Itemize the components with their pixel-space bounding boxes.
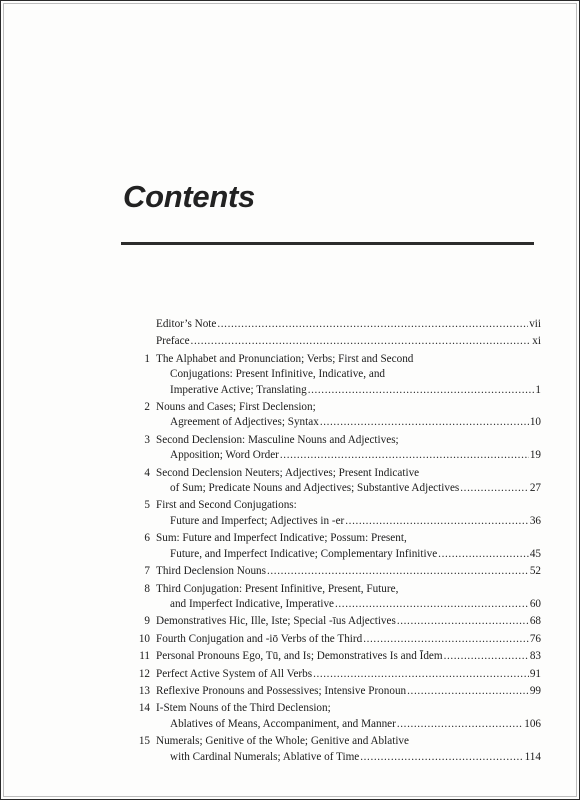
page-number: 99 <box>529 684 541 697</box>
page-number: vii <box>529 318 541 330</box>
chapter-title-line: Perfect Active System of All Verbs <box>156 667 313 680</box>
chapter-number: 9 <box>144 615 150 628</box>
chapter-title-line: Editor’s Note <box>156 318 217 330</box>
chapter-title-line: Personal Pronouns Ego, Tū, and Is; Demonstratives Is and Īdem <box>156 650 443 663</box>
chapter-title-line: Preface <box>156 335 190 348</box>
chapter-title-line: Nouns and Cases; First Declension; <box>156 401 316 414</box>
dot-leader <box>460 481 529 496</box>
page-number: 1 <box>535 383 541 396</box>
chapter-title-line: Sum: Future and Imperfect Indicative; Possum: Present, <box>156 532 407 545</box>
dot-leader <box>335 597 529 612</box>
chapter-title-line: Demonstratives Hic, Ille, Iste; Special -īus Adjectives <box>156 615 396 628</box>
toc-entry <box>121 649 541 664</box>
chapter-title-line: with Cardinal Numerals; Ablative of Time <box>170 750 360 763</box>
page-number: 45 <box>529 547 541 560</box>
toc-entry <box>121 498 541 529</box>
chapter-number: 14 <box>138 702 150 715</box>
dot-leader <box>360 750 523 765</box>
chapter-number: 7 <box>144 565 150 578</box>
toc-entry <box>121 466 541 497</box>
dot-leader <box>320 415 529 430</box>
chapter-number: 3 <box>144 433 150 446</box>
chapter-title-line: Reflexive Pronouns and Possessives; Intensive Pronoun <box>156 684 407 697</box>
chapter-title-line: Apposition; Word Order <box>170 449 279 462</box>
toc-entry <box>121 352 541 398</box>
chapter-title-line: Ablatives of Means, Accompaniment, and Manner <box>170 717 396 730</box>
page-number: 76 <box>529 632 541 645</box>
chapter-number: 4 <box>144 466 150 479</box>
chapter-title-line: Fourth Conjugation and -iō Verbs of the Third <box>156 632 363 645</box>
toc-entry <box>121 400 541 431</box>
toc-entry <box>121 334 541 349</box>
dot-leader <box>217 317 528 332</box>
toc-entry <box>121 317 541 332</box>
chapter-title-line: Agreement of Adjectives; Syntax <box>170 416 319 429</box>
chapter-title-line: Future, and Imperfect Indicative; Complementary Infinitive <box>170 547 438 560</box>
dot-leader <box>345 514 529 529</box>
dot-leader <box>313 667 529 682</box>
dot-leader <box>438 547 529 562</box>
page-number: 83 <box>529 650 541 663</box>
chapter-title-line: I-Stem Nouns of the Third Declension; <box>156 702 331 715</box>
toc-entry <box>121 632 541 647</box>
chapter-number: 12 <box>138 667 150 680</box>
table-of-contents <box>121 317 541 767</box>
chapter-number: 1 <box>144 352 150 365</box>
dot-leader <box>280 448 529 463</box>
page-number: 60 <box>529 597 541 610</box>
chapter-title-line: First and Second Conjugations: <box>156 499 297 512</box>
page-number: 114 <box>524 750 541 763</box>
chapter-number: 15 <box>138 735 150 748</box>
page-number: 10 <box>529 416 541 429</box>
page-number: 27 <box>529 482 541 495</box>
chapter-number: 11 <box>139 650 150 663</box>
chapter-number: 8 <box>144 582 150 595</box>
page-number: 36 <box>529 514 541 527</box>
chapter-title-line: Third Conjugation: Present Infinitive, Present, Future, <box>156 582 399 595</box>
dot-leader <box>267 564 529 579</box>
title-rule <box>121 242 534 245</box>
chapter-title-line: Imperative Active; Translating <box>170 383 307 396</box>
chapter-title-line: Numerals; Genitive of the Whole; Genitive and Ablative <box>156 735 409 748</box>
toc-entry <box>121 667 541 682</box>
dot-leader <box>363 632 529 647</box>
chapter-title-line: Future and Imperfect; Adjectives in -er <box>170 514 345 527</box>
chapter-title-line: Conjugations: Present Infinitive, Indicative, and <box>170 368 386 381</box>
chapter-title-line: The Alphabet and Pronunciation; Verbs; First and Second <box>156 352 414 365</box>
page-title: Contents <box>123 179 255 214</box>
toc-entry <box>121 684 541 699</box>
dot-leader <box>407 684 529 699</box>
page-number: 91 <box>529 667 541 680</box>
chapter-title-line: Second Declension Neuters; Adjectives; Present Indicative <box>156 466 420 479</box>
toc-entry <box>121 614 541 629</box>
dot-leader <box>308 383 535 398</box>
chapter-number: 10 <box>138 632 150 645</box>
page-number: xi <box>532 335 541 348</box>
chapter-title-line: of Sum; Predicate Nouns and Adjectives; Substantive Adjectives <box>170 482 460 495</box>
toc-entry <box>121 433 541 464</box>
chapter-number: 5 <box>144 499 150 512</box>
chapter-title-line: Second Declension: Masculine Nouns and Adjectives; <box>156 433 399 446</box>
toc-entry <box>121 564 541 579</box>
toc-entry <box>121 531 541 562</box>
page-number: 106 <box>524 717 541 730</box>
chapter-title-line: and Imperfect Indicative, Imperative <box>170 597 334 610</box>
chapter-number: 2 <box>144 401 150 414</box>
toc-entry <box>121 582 541 613</box>
toc-entry <box>121 701 541 732</box>
dot-leader <box>397 717 523 732</box>
page-number: 19 <box>529 449 541 462</box>
chapter-title-line: Third Declension Nouns <box>156 565 266 578</box>
chapter-number: 6 <box>144 532 150 545</box>
dot-leader <box>444 649 529 664</box>
chapter-number: 13 <box>138 684 150 697</box>
page-number: 52 <box>529 565 541 578</box>
dot-leader <box>191 334 532 349</box>
toc-entry <box>121 734 541 765</box>
dot-leader <box>397 614 529 629</box>
page-number: 68 <box>529 615 541 628</box>
